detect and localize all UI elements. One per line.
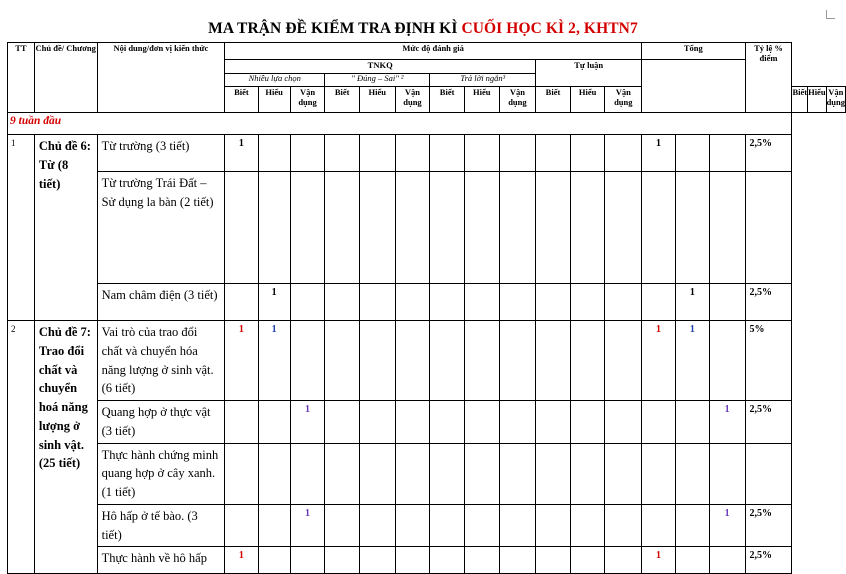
level-hieu: Hiểu bbox=[464, 87, 499, 113]
mark-total-biet: 1 bbox=[642, 135, 676, 172]
group-number: 1 bbox=[8, 135, 35, 321]
row-pct: 2,5% bbox=[745, 284, 792, 321]
level-vandung: Vận dụng bbox=[290, 87, 325, 113]
table-row bbox=[8, 172, 846, 284]
title-accent: CUỐI HỌC KÌ 2, KHTN7 bbox=[461, 20, 638, 37]
level-biet: Biết bbox=[225, 87, 259, 113]
header-content: Nội dung/đơn vị kiến thức bbox=[97, 43, 225, 113]
level-hieu: Hiểu bbox=[359, 87, 395, 113]
row-content: Hô hấp ở tế bào. (3 tiết) bbox=[97, 504, 225, 547]
header-level: Mức độ đánh giá bbox=[225, 43, 642, 60]
table-row bbox=[8, 504, 846, 547]
group-number: 2 bbox=[8, 321, 35, 574]
level-hieu: Hiểu bbox=[808, 87, 826, 113]
mark-total-hieu: 1 bbox=[675, 284, 709, 321]
row-pct bbox=[745, 172, 792, 284]
level-hieu: Hiểu bbox=[258, 87, 290, 113]
header-total: Tổng bbox=[642, 43, 745, 60]
mark-total-hieu: 1 bbox=[675, 321, 709, 401]
mark-mcq-vandung: 1 bbox=[290, 504, 325, 547]
mark-mcq-hieu: 1 bbox=[258, 321, 290, 401]
level-vandung: Vận dụng bbox=[499, 87, 536, 113]
header-topic: Chủ đề/ Chương bbox=[34, 43, 97, 113]
row-pct: 2,5% bbox=[745, 547, 792, 574]
row-pct: 5% bbox=[745, 321, 792, 401]
group-topic: Chủ đề 7: Trao đổi chất và chuyển hoá năng lượng ở sinh vật. (25 tiết) bbox=[34, 321, 97, 574]
table-row bbox=[8, 135, 846, 172]
table-row bbox=[8, 284, 846, 321]
row-pct: 2,5% bbox=[745, 401, 792, 444]
row-content: Thực hành về hô hấp bbox=[97, 547, 225, 574]
header-tt: TT bbox=[8, 43, 35, 113]
row-content: Vai trò của trao đổi chất và chuyển hóa năng lượng ở sinh vật. (6 tiết) bbox=[97, 321, 225, 401]
title-main: MA TRẬN ĐỀ KIỂM TRA ĐỊNH KÌ bbox=[208, 20, 462, 37]
mark-mcq-biet: 1 bbox=[225, 135, 259, 172]
table-row bbox=[8, 401, 846, 444]
header-essay: Tự luận bbox=[536, 60, 642, 87]
mark-total-vandung: 1 bbox=[709, 401, 745, 444]
level-biet: Biết bbox=[536, 87, 571, 113]
row-content: Quang hợp ở thực vật (3 tiết) bbox=[97, 401, 225, 444]
row-pct: 2,5% bbox=[745, 504, 792, 547]
level-vandung: Vận dụng bbox=[605, 87, 642, 113]
header-total-blank bbox=[642, 60, 745, 113]
table-row bbox=[8, 547, 846, 574]
header-truefalse: " Đúng – Sai" ² bbox=[325, 74, 430, 87]
mark-mcq-biet: 1 bbox=[225, 547, 259, 574]
mark-total-biet: 1 bbox=[642, 547, 676, 574]
mark-total-biet: 1 bbox=[642, 321, 676, 401]
mark-mcq-vandung: 1 bbox=[290, 401, 325, 444]
page-title bbox=[0, 20, 846, 38]
page-corner-mark bbox=[826, 10, 835, 19]
header-tnkq: TNKQ bbox=[225, 60, 536, 74]
row-content: Từ trường Trái Đất – Sử dụng la bàn (2 tiết) bbox=[97, 172, 225, 284]
assessment-matrix-table bbox=[7, 42, 846, 574]
level-biet: Biết bbox=[792, 87, 808, 113]
row-content: Nam châm điện (3 tiết) bbox=[97, 284, 225, 321]
level-hieu: Hiểu bbox=[570, 87, 605, 113]
level-biet: Biết bbox=[430, 87, 465, 113]
row-content: Từ trường (3 tiết) bbox=[97, 135, 225, 172]
mark-total-vandung: 1 bbox=[709, 504, 745, 547]
header-mcq: Nhiều lựa chọn bbox=[225, 74, 325, 87]
row-pct bbox=[745, 443, 792, 504]
level-vandung: Vận dụng bbox=[395, 87, 430, 113]
mark-mcq-biet: 1 bbox=[225, 321, 259, 401]
level-biet: Biết bbox=[325, 87, 360, 113]
row-content: Thực hành chứng minh quang hợp ở cây xanh. (1 tiết) bbox=[97, 443, 225, 504]
group-topic: Chủ đề 6: Từ (8 tiết) bbox=[34, 135, 97, 321]
table-row bbox=[8, 321, 846, 401]
header-pct: Tỷ lệ % điểm bbox=[745, 43, 792, 113]
header-short: Trả lời ngắn³ bbox=[430, 74, 536, 87]
table-row bbox=[8, 443, 846, 504]
row-pct: 2,5% bbox=[745, 135, 792, 172]
section-label: 9 tuần đầu bbox=[8, 113, 792, 135]
level-vandung: Vận dụng bbox=[826, 87, 845, 113]
mark-mcq-hieu: 1 bbox=[258, 284, 290, 321]
